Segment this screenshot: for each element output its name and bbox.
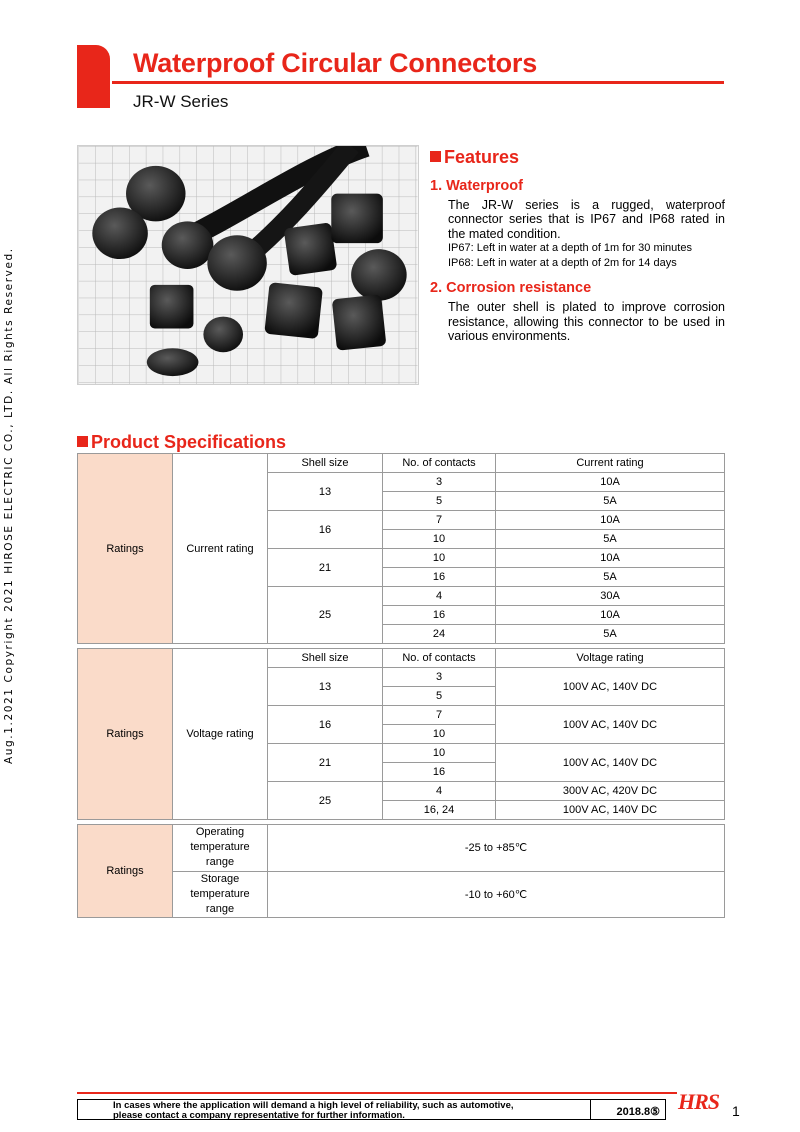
shell-size-cell: 16 bbox=[268, 706, 383, 744]
features-section bbox=[430, 145, 725, 343]
notice-line: please contact a company representative for further information. bbox=[113, 1109, 405, 1121]
rating-cell: 30A bbox=[496, 587, 725, 606]
contacts-cell: 16 bbox=[383, 568, 496, 587]
page-number: 1 bbox=[732, 1103, 740, 1119]
item-cell: Voltage rating bbox=[173, 649, 268, 820]
feature-note: IP67: Left in water at a depth of 1m for 30 minutes bbox=[448, 242, 692, 255]
product-photo bbox=[77, 145, 419, 385]
contacts-cell: 5 bbox=[383, 687, 496, 706]
specifications-heading bbox=[77, 430, 286, 454]
contacts-cell: 16, 24 bbox=[383, 801, 496, 820]
series-name: JR-W Series bbox=[133, 92, 229, 111]
shell-size-cell: 25 bbox=[268, 782, 383, 820]
feature-body: The JR-W series is a rugged, waterproof connector series that is IP67 and IP68 rated in the mated condition. bbox=[448, 198, 725, 241]
ratings-cell: Ratings bbox=[78, 649, 173, 820]
rating-cell: 10A bbox=[496, 606, 725, 625]
contacts-cell: 24 bbox=[383, 625, 496, 644]
shell-size-cell: 16 bbox=[268, 511, 383, 549]
rating-cell: 100V AC, 140V DC bbox=[496, 706, 725, 744]
contacts-cell: 3 bbox=[383, 668, 496, 687]
column-header: Shell size bbox=[268, 649, 383, 668]
rating-cell: 10A bbox=[496, 511, 725, 530]
contacts-cell: 4 bbox=[383, 587, 496, 606]
rating-cell: 5A bbox=[496, 492, 725, 511]
reliability-notice bbox=[77, 1099, 591, 1120]
notice-line: In cases where the application will demand a high level of reliability, such as automotive, bbox=[113, 1100, 514, 1111]
features-heading bbox=[430, 145, 725, 169]
voltage-rating-table bbox=[77, 648, 725, 820]
rating-cell: 100V AC, 140V DC bbox=[496, 744, 725, 782]
rating-cell: 300V AC, 420V DC bbox=[496, 782, 725, 801]
contacts-cell: 3 bbox=[383, 473, 496, 492]
square-bullet-icon bbox=[77, 436, 88, 447]
footer-rule bbox=[77, 1092, 677, 1094]
rating-cell: 10A bbox=[496, 549, 725, 568]
shell-size-cell: 21 bbox=[268, 744, 383, 782]
shell-size-cell: 21 bbox=[268, 549, 383, 587]
ratings-cell: Ratings bbox=[78, 454, 173, 644]
column-header: Shell size bbox=[268, 454, 383, 473]
feature-body: The outer shell is plated to improve corrosion resistance, allowing this connector to be used in various environments. bbox=[448, 300, 725, 344]
feature-note: IP68: Left in water at a depth of 2m for 14 days bbox=[448, 257, 677, 270]
contacts-cell: 10 bbox=[383, 725, 496, 744]
temperature-table bbox=[77, 824, 725, 918]
contacts-cell: 7 bbox=[383, 511, 496, 530]
specifications-heading-text: Product Specifications bbox=[91, 432, 287, 452]
page-title: Waterproof Circular Connectors bbox=[133, 48, 538, 78]
shell-size-cell: 13 bbox=[268, 473, 383, 511]
column-header: No. of contacts bbox=[383, 454, 496, 473]
ratings-cell: Ratings bbox=[78, 825, 173, 918]
contacts-cell: 5 bbox=[383, 492, 496, 511]
current-rating-table bbox=[77, 453, 725, 644]
square-bullet-icon bbox=[430, 151, 441, 162]
contacts-cell: 16 bbox=[383, 606, 496, 625]
revision-date: 2018.8⑤ bbox=[591, 1099, 666, 1120]
feature-title: 2. Corrosion resistance bbox=[430, 280, 592, 297]
rating-cell: 5A bbox=[496, 625, 725, 644]
contacts-cell: 10 bbox=[383, 530, 496, 549]
rating-cell: 5A bbox=[496, 530, 725, 549]
temperature-value: -10 to +60℃ bbox=[268, 871, 725, 918]
temperature-label: Storage temperature range bbox=[173, 871, 268, 918]
column-header: Current rating bbox=[496, 454, 725, 473]
column-header: No. of contacts bbox=[383, 649, 496, 668]
rating-cell: 100V AC, 140V DC bbox=[496, 668, 725, 706]
contacts-cell: 16 bbox=[383, 763, 496, 782]
rating-cell: 5A bbox=[496, 568, 725, 587]
contacts-cell: 4 bbox=[383, 782, 496, 801]
copyright-notice: Aug.1.2021 Copyright 2021 HIROSE ELECTRIC CO., LTD. All Rights Reserved. bbox=[3, 247, 15, 764]
temperature-label: Operating temperature range bbox=[173, 825, 268, 872]
feature-title: 1. Waterproof bbox=[430, 178, 523, 194]
contacts-cell: 10 bbox=[383, 744, 496, 763]
shell-size-cell: 25 bbox=[268, 587, 383, 644]
title-rule bbox=[112, 81, 724, 84]
rating-cell: 100V AC, 140V DC bbox=[496, 801, 725, 820]
features-heading-text: Features bbox=[444, 147, 520, 167]
temperature-value: -25 to +85℃ bbox=[268, 825, 725, 872]
contacts-cell: 10 bbox=[383, 549, 496, 568]
item-cell: Current rating bbox=[173, 454, 268, 644]
column-header: Voltage rating bbox=[496, 649, 725, 668]
hrs-logo: HRS bbox=[678, 1089, 720, 1114]
contacts-cell: 7 bbox=[383, 706, 496, 725]
rating-cell: 10A bbox=[496, 473, 725, 492]
header-accent-tab bbox=[77, 45, 110, 108]
shell-size-cell: 13 bbox=[268, 668, 383, 706]
